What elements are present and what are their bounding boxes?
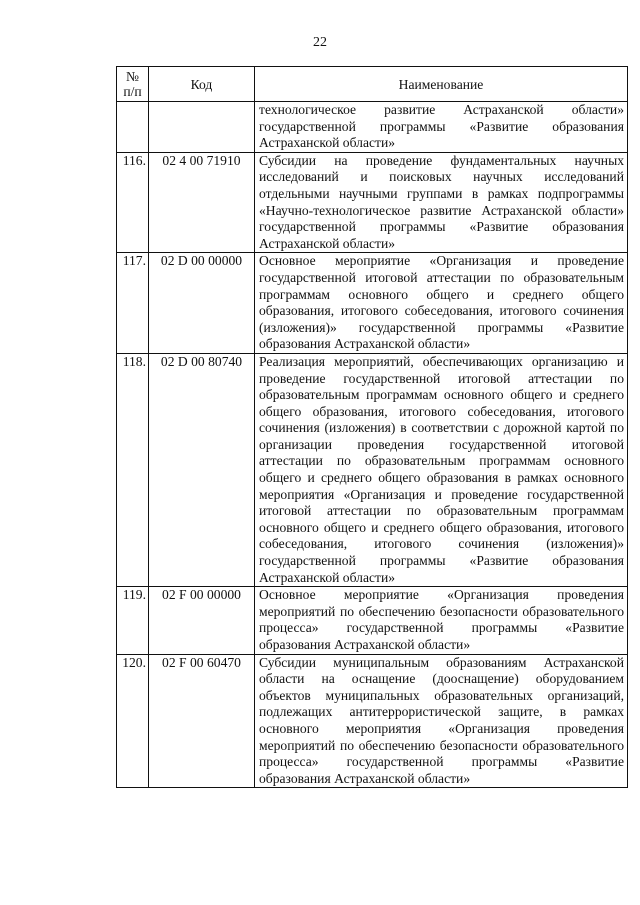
row-name: технологическое развитие Астраханской области» государственной программы «Развитие образования Астраханской области» [255, 102, 628, 153]
row-name: Субсидии на проведение фундаментальных научных исследований и поисковых научных исследований отдельными научными группами в рамках подпрограммы «Научно-технологическое развитие Астраханской области» государственной программы «Развитие образования Астраханской области» [255, 152, 628, 253]
row-name: Субсидии муниципальным образованиям Астраханской области на оснащение (дооснащение) оборудованием объектов муниципальных образовательных организаций, подлежащих антитеррористической защите, в рамках основного мероприятия «Организация проведения мероприятий по обеспечению безопасности образовательного процесса» государственной программы «Развитие образования Астраханской области» [255, 654, 628, 788]
header-name: Наименование [255, 67, 628, 102]
row-number [117, 102, 149, 153]
budget-classification-table [116, 66, 628, 788]
header-number [117, 67, 149, 102]
header-number-line2: п/п [123, 84, 142, 99]
table-row [117, 102, 628, 153]
row-number: 118. [117, 353, 149, 586]
row-number: 117. [117, 253, 149, 354]
table-row [117, 353, 628, 586]
row-code: 02 D 00 00000 [149, 253, 255, 354]
row-code: 02 F 00 00000 [149, 587, 255, 654]
table-row [117, 587, 628, 654]
header-code: Код [149, 67, 255, 102]
row-number: 119. [117, 587, 149, 654]
row-code: 02 D 00 80740 [149, 353, 255, 586]
header-number-line1: № [126, 69, 139, 84]
row-number: 116. [117, 152, 149, 253]
row-code [149, 102, 255, 153]
table-header-row [117, 67, 628, 102]
row-name: Реализация мероприятий, обеспечивающих организацию и проведение государственной итоговой аттестации по образовательным программам основного общего и среднего общего образования, итогового собеседования, итогового сочинения (изложения) в соответствии с дорожной картой по организации проведения государственной итоговой аттестации по образовательным программам основного общего и среднего общего образования в рамках основного мероприятия «Организация и проведение государственной итоговой аттестации по образовательным программам основного общего и среднего общего образования, итогового собеседования, итогового сочинения (изложения)» государственной программы «Развитие образования Астраханской области» [255, 353, 628, 586]
row-name: Основное мероприятие «Организация и проведение государственной итоговой аттестации по образовательным программам основного общего и среднего общего образования, итогового собеседования, итогового сочинения (изложения)» государственной программы «Развитие образования Астраханской области» [255, 253, 628, 354]
table-row [117, 654, 628, 788]
row-code: 02 F 00 60470 [149, 654, 255, 788]
row-name: Основное мероприятие «Организация проведения мероприятий по обеспечению безопасности образовательного процесса» государственной программы «Развитие образования Астраханской области» [255, 587, 628, 654]
table-row [117, 152, 628, 253]
row-number: 120. [117, 654, 149, 788]
page-number: 22 [313, 35, 327, 50]
row-code: 02 4 00 71910 [149, 152, 255, 253]
table-row [117, 253, 628, 354]
